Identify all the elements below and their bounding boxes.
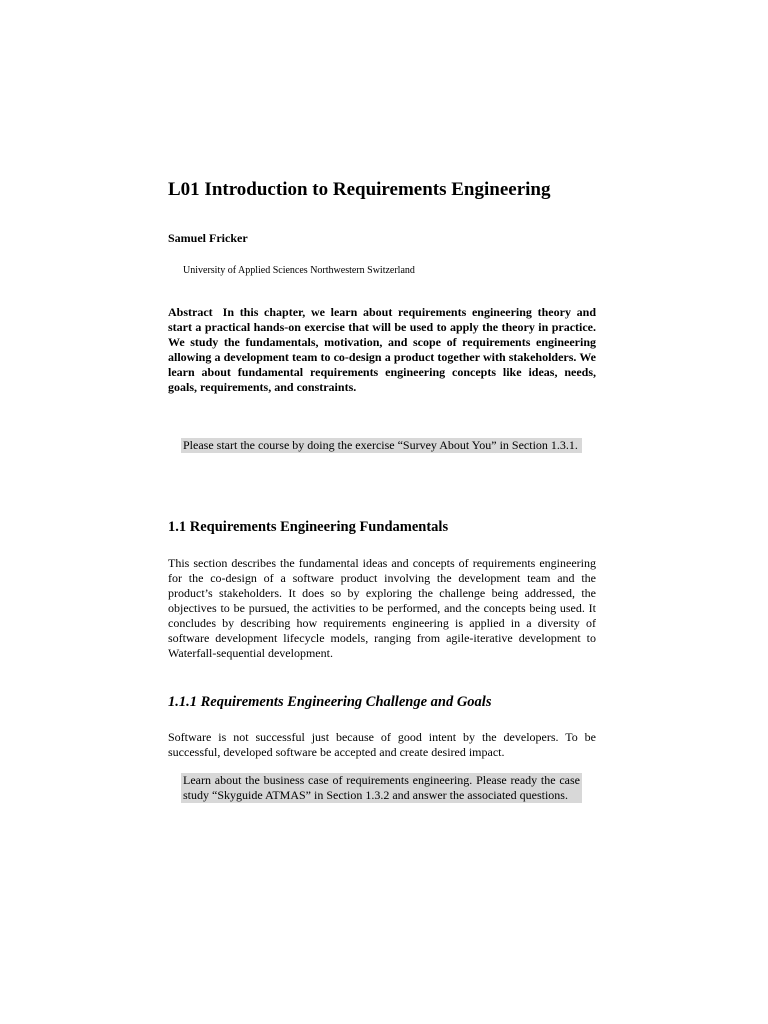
exercise-note-case-study: Learn about the business case of requirements engineering. Please ready the case study “Skyguide ATMAS” in Section 1.3.2 and answer the associated questions. [183,773,580,802]
section-body-1-1-1: Software is not successful just because of good intent by the developers. To be successful, developed software be accepted and create desired impact. [168,730,596,759]
section-heading-1-1-1: 1.1.1 Requirements Engineering Challenge and Goals [168,694,492,710]
exercise-note-survey: Please start the course by doing the exercise “Survey About You” in Section 1.3.1. [181,438,582,453]
abstract-label: Abstract [168,305,213,319]
section-heading-1-1: 1.1 Requirements Engineering Fundamentals [168,519,449,535]
author-affiliation: University of Applied Sciences Northwestern Switzerland [183,265,415,276]
abstract [168,305,596,395]
abstract-text: In this chapter, we learn about requirements engineering theory and start a practical hands-on exercise that will be used to apply the theory in practice. We study the fundamentals, motivation, and scope of requirements engineering allowing a development team to co-design a product together with stakeholders. We learn about fundamental requirements engineering concepts like ideas, needs, goals, requirements, and constraints. [168,305,596,394]
section-body-1-1: This section describes the fundamental ideas and concepts of requirements engineering for the co-design of a software product involving the development team and the product’s stakeholders. It does so by exploring the challenge being addressed, the objectives to be pursued, the activities to be performed, and the concepts being used. It concludes by describing how requirements engineering is applied in a diversity of software development lifecycle models, ranging from agile-iterative development to Waterfall-sequential development. [168,556,596,660]
author-name: Samuel Fricker [168,231,248,245]
chapter-title: L01 Introduction to Requirements Engineering [168,179,551,200]
